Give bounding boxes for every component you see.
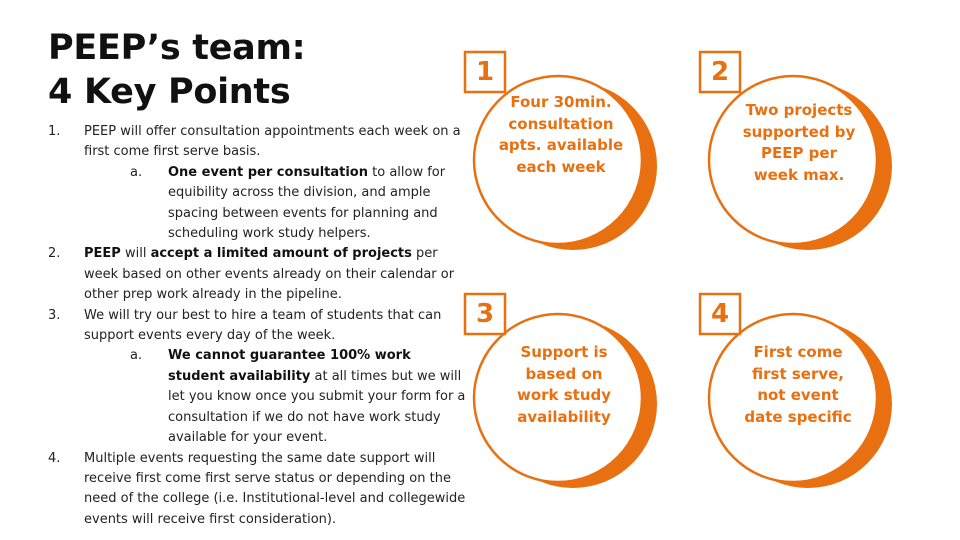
point-2 bbox=[48, 244, 468, 305]
key-point-card-3 bbox=[445, 278, 665, 498]
bold-segment: accept a limited amount of projects bbox=[150, 246, 412, 262]
sub-point-3a bbox=[84, 346, 468, 448]
text-segment: will bbox=[120, 246, 151, 262]
point-text bbox=[84, 451, 465, 527]
key-point-card-4 bbox=[680, 278, 900, 498]
sub-point-text bbox=[168, 165, 445, 241]
key-point-card-2 bbox=[680, 40, 900, 260]
point-text bbox=[84, 308, 441, 343]
sub-point-1a bbox=[84, 163, 468, 245]
sub-point-text bbox=[168, 348, 465, 445]
point-text bbox=[84, 124, 461, 159]
sub-point-number: a. bbox=[130, 164, 143, 180]
text-segment: Multiple events requesting the same date support will receive first come first serve status or depending on the need of the college (i.e. Institutional-level and collegewide events will receive first consideration). bbox=[84, 450, 466, 527]
key-points-list bbox=[48, 122, 468, 530]
key-point-card-1 bbox=[445, 40, 665, 260]
point-text bbox=[84, 246, 454, 302]
bold-segment: One event per consultation bbox=[168, 164, 368, 180]
point-1 bbox=[48, 122, 468, 244]
bold-segment: PEEP bbox=[84, 246, 121, 262]
text-segment: We will try our best to hire a team of students that can support events every day of the week. bbox=[84, 307, 442, 344]
text-segment: at all times but we will let you know once you submit your form for a consultation if we do not have work study available for your event. bbox=[168, 368, 466, 446]
card-number: 1 bbox=[475, 57, 495, 87]
text-segment: PEEP will offer consultation appointments each week on a first come first serve basis. bbox=[84, 124, 461, 160]
title-line-1: PEEP’s team: bbox=[48, 28, 306, 68]
card-number: 3 bbox=[475, 299, 495, 329]
card-text: Support is based on work study availability bbox=[516, 343, 612, 426]
title-line-2: 4 Key Points bbox=[48, 72, 291, 112]
page-title bbox=[48, 26, 305, 114]
card-text: Four 30min. consultation apts. available each week bbox=[498, 93, 624, 176]
point-number: 3. bbox=[48, 307, 61, 323]
card-text: First come first serve, not event date specific bbox=[744, 343, 852, 426]
card-number: 2 bbox=[710, 57, 730, 87]
point-number: 1. bbox=[48, 124, 61, 139]
point-4 bbox=[48, 449, 468, 531]
card-text: Two projects supported by PEEP per week max. bbox=[742, 101, 856, 184]
sub-point-number: a. bbox=[130, 348, 143, 364]
card-number: 4 bbox=[710, 299, 730, 329]
bold-segment: We cannot guarantee 100% work student availability bbox=[168, 348, 411, 384]
text-segment: per week based on other events already on their calendar or other prep work already in the pipeline. bbox=[84, 246, 455, 303]
point-3 bbox=[48, 306, 468, 449]
text-segment: to allow for equibility across the division, and ample spacing between events for planning and scheduling work study helpers. bbox=[168, 164, 446, 242]
point-number: 2. bbox=[48, 246, 61, 262]
point-number: 4. bbox=[48, 450, 61, 466]
